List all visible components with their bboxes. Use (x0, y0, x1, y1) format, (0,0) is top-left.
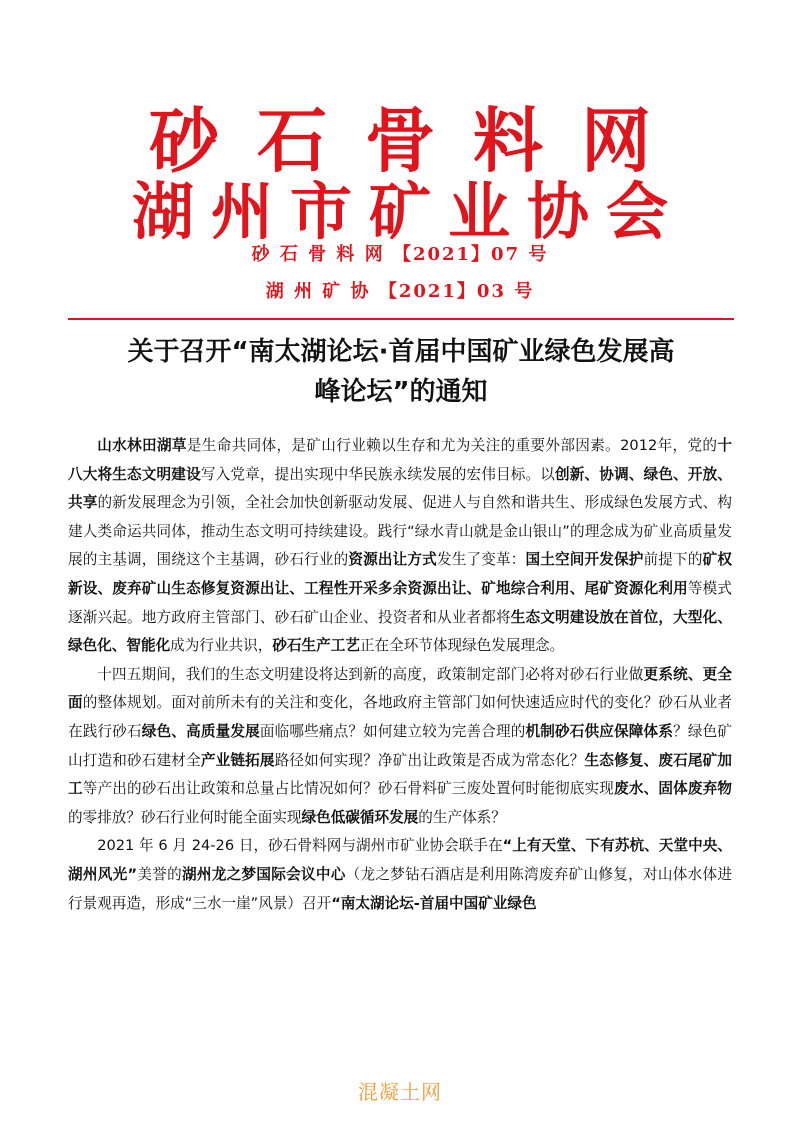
emphasis-text: 国土空间开发保护 (525, 551, 644, 569)
body-text-run: 面临哪些痛点？如何建立较为完善合理的 (259, 722, 526, 740)
body-text-run: 2021 年 6 月 24-26 日，砂石骨料网与湖州市矿业协会联手在 (97, 837, 503, 855)
notice-title-line-2: 峰论坛”的通知 (314, 377, 488, 407)
body-text-run: 的整体规划。面对前所未有的关注和变化，各地政府主管部门如何快速适应时代的变化？砂石从业者在践行砂石 (68, 694, 732, 740)
document-number-2: 湖 州 矿 协 【2021】03 号 (265, 281, 535, 302)
document-number-1: 砂 石 骨 料 网 【2021】07 号 (251, 244, 549, 265)
body-text-run: 等产出的砂石出让政策和总量占比情况如何？砂石骨料矿三废处置何时能彻底实现 (82, 780, 615, 798)
site-watermark: 混凝土网 (358, 1080, 442, 1104)
body-text-run: 写入党章，提出实现中华民族永续发展的宏伟目标。以 (200, 465, 556, 483)
issuer-name-2: 湖州市矿业协会 (131, 175, 685, 248)
body-text-run: 十四五期间，我们的生态文明建设将达到新的高度，政策制定部门必将对砂石行业做 (97, 665, 644, 683)
body-text-run: 的新发展理念为引领，全社会加快创新驱动发展、促进人与自然和谐共生、形成绿色发展方式、构建人类命运共同体，推动生态文明可持续建设。践行“绿水青山就是金山银山”的理念成为矿业高质量发展的主基调，围绕这个主基调，砂石行业的 (68, 494, 732, 569)
body-text-run: 前提下的 (643, 551, 703, 569)
emphasis-text: “上有天堂、下有苏杭、天堂中央、湖州风光” (68, 837, 732, 883)
emphasis-text: 创新、协调、绿色、开放、共享 (68, 465, 732, 512)
notice-title-line-1: 关于召开“南太湖论坛·首届中国矿业绿色发展高 (127, 337, 675, 367)
emphasis-text: “南太湖论坛-首届中国矿业绿色 (331, 894, 537, 912)
red-divider-line (68, 318, 734, 320)
emphasis-text: 砂石生产工艺 (272, 637, 360, 655)
emphasis-text: 废水、固体废弃物 (614, 780, 732, 798)
body-text-run: 发生了变革： (436, 551, 526, 569)
body-text-run: 成为行业共识， (170, 637, 273, 655)
body-paragraph (68, 832, 732, 918)
emphasis-text: 矿权新设、废弃矿山生态修复资源出让、工程性开采多余资源出让、矿地综合利用、尾矿资源化利用 (68, 551, 732, 597)
body-paragraph (68, 661, 732, 833)
emphasis-text: 产业链拓展 (200, 751, 275, 769)
emphasis-text: 绿色低碳循环发展 (301, 808, 419, 826)
emphasis-text: 湖州龙之梦国际会议中心 (182, 865, 346, 883)
emphasis-text: 生态文明建设放在首位，大型化、绿色化、智能化 (68, 608, 732, 655)
body-paragraph (68, 432, 732, 661)
emphasis-text: 资源出让方式 (348, 551, 437, 569)
emphasis-text: 生态修复、废石尾矿加工 (68, 751, 732, 798)
emphasis-text: 山水林田湖草 (97, 437, 187, 454)
notice-body (68, 432, 732, 918)
emphasis-text: 更系统、更全面 (68, 665, 732, 712)
body-text-run: 等模式逐渐兴起。地方政府主管部门、砂石矿山企业、投资者和从业者都将 (68, 579, 732, 626)
emphasis-text: 绿色、高质量发展 (141, 722, 260, 740)
issuer-name-1: 砂石骨料网 (149, 100, 689, 182)
body-text-run: 正在全环节体现绿色发展理念。 (359, 637, 565, 655)
body-text-run: （龙之梦钻石酒店是利用陈湾废弃矿山修复，对山体水体进行景观再造，形成“三水一崖”风景）召开 (68, 865, 732, 912)
notice-title (66, 332, 736, 412)
emphasis-text: 机制砂石供应保障体系 (525, 722, 674, 740)
emphasis-text: 十八大将生态文明建设 (68, 437, 732, 483)
body-text-run: 的生产体系？ (418, 808, 506, 826)
body-text-run: 的零排放？砂石行业何时能全面实现 (68, 808, 302, 826)
body-text-run: ？绿色矿山打造和砂石建材全 (68, 722, 732, 769)
body-text-run: 美誉的 (137, 865, 182, 883)
body-text-run: 是生命共同体，是矿山行业赖以生存和尤为关注的重要外部因素。2012年，党的 (186, 437, 718, 454)
body-text-run: 路径如何实现？净矿出让政策是否成为常态化？ (274, 751, 585, 769)
